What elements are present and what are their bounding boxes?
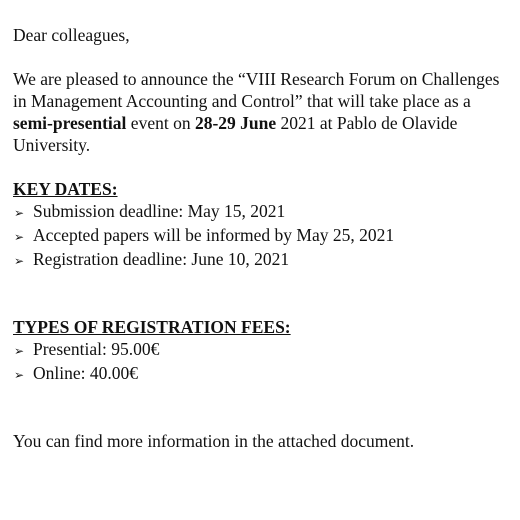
arrowhead-bullet-icon: ➢ — [14, 344, 25, 358]
event-dates: 28-29 June — [194, 113, 277, 133]
list-item — [13, 224, 513, 248]
event-mode: semi-presential — [13, 113, 127, 133]
announcement-text-1: We are pleased to announce the “VIII Research Forum on Challenges in Management Accounting and Control” that will take place as a — [13, 69, 500, 111]
key-dates-list — [13, 200, 513, 272]
arrowhead-bullet-icon: ➢ — [14, 368, 25, 382]
announcement-letter — [13, 24, 513, 452]
list-item — [13, 362, 513, 386]
fee-presential: Presential: 95.00€ — [33, 339, 160, 359]
fees-list — [13, 338, 513, 386]
list-item — [13, 248, 513, 272]
key-date-submission: Submission deadline: May 15, 2021 — [33, 201, 286, 221]
announcement-paragraph — [13, 68, 513, 156]
greeting: Dear colleagues, — [13, 25, 130, 45]
spacer — [13, 386, 513, 430]
closing-line: You can find more information in the attached document. — [13, 431, 415, 451]
list-item — [13, 200, 513, 224]
key-date-registration: Registration deadline: June 10, 2021 — [33, 249, 290, 269]
arrowhead-bullet-icon: ➢ — [14, 254, 25, 268]
announcement-text-3: 2021 at Pablo de Olavide University. — [13, 113, 458, 155]
key-dates-heading: KEY DATES: — [13, 179, 118, 199]
arrowhead-bullet-icon: ➢ — [14, 206, 25, 220]
list-item — [13, 338, 513, 362]
key-date-acceptance: Accepted papers will be informed by May 25, 2021 — [33, 225, 395, 245]
fees-heading: TYPES OF REGISTRATION FEES: — [13, 317, 291, 337]
arrowhead-bullet-icon: ➢ — [14, 230, 25, 244]
fee-online: Online: 40.00€ — [33, 363, 138, 383]
announcement-text-2: event on — [126, 113, 195, 133]
spacer — [13, 272, 513, 316]
